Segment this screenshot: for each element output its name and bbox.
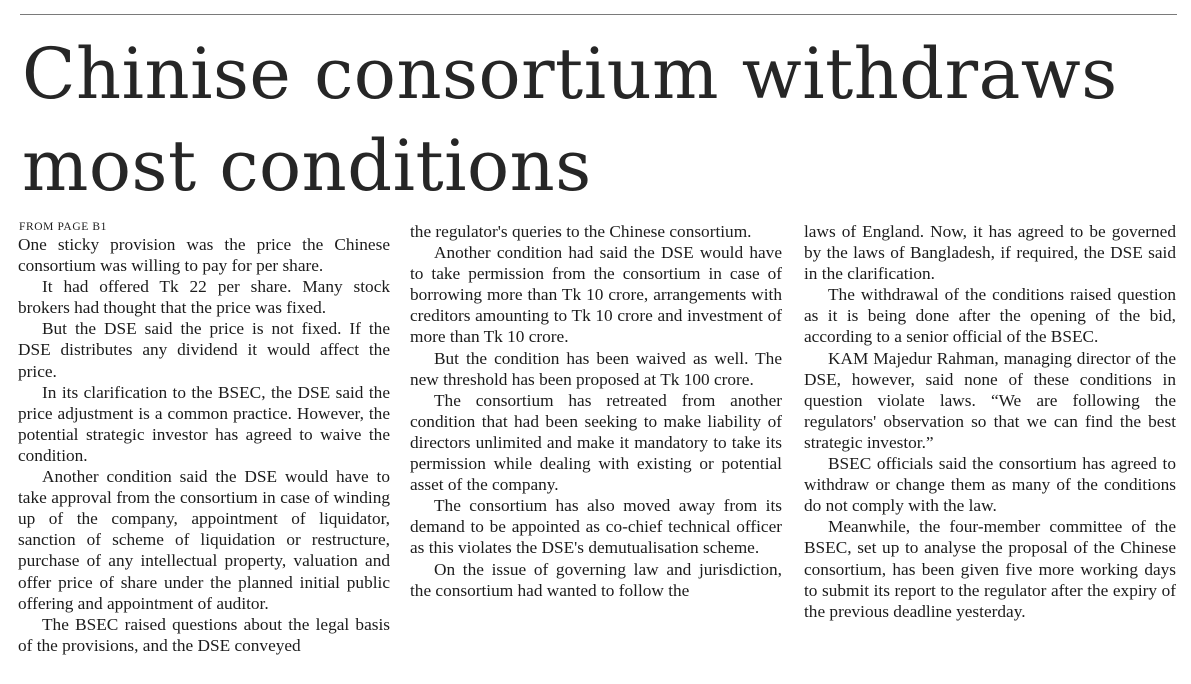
paragraph: Meanwhile, the four-member committee of the BSEC, set up to analyse the proposal of the Chinese consortium, has been given five more working days to submit its report to the regulator after the expiry of the previous deadline yesterday.	[804, 517, 1176, 621]
paragraph: The consortium has retreated from another condition that had been seeking to make liability of directors unlimited and make it mandatory to take its permission while dealing with existing or potential asset of the company.	[410, 390, 782, 495]
top-rule	[20, 14, 1177, 15]
paragraph: In its clarification to the BSEC, the DSE said the price adjustment is a common practice. However, the potential strategic investor has agreed to waive the condition.	[18, 382, 390, 465]
paragraph: Another condition had said the DSE would have to take permission from the consortium in case of borrowing more than Tk 10 crore, arrangements with creditors amounting to Tk 10 crore and investment of more than Tk 10 crore.	[410, 243, 782, 347]
paragraph: On the issue of governing law and jurisdiction, the consortium had wanted to follow the	[410, 559, 782, 600]
paragraph: The withdrawal of the conditions raised question as it is being done after the opening of the bid, according to a senior official of the BSEC.	[804, 285, 1176, 347]
paragraph: BSEC officials said the consortium has agreed to withdraw or change them as many of the conditions do not comply with the law.	[804, 454, 1176, 516]
paragraph: The BSEC raised questions about the legal basis of the provisions, and the DSE conveyed	[18, 614, 390, 655]
column-3	[804, 221, 1176, 681]
article-body	[18, 221, 1178, 681]
paragraph: the regulator's queries to the Chinese consortium.	[410, 222, 752, 241]
column-1	[18, 221, 390, 681]
column-2	[410, 221, 782, 681]
paragraph: It had offered Tk 22 per share. Many stock brokers had thought that the price was fixed.	[18, 277, 390, 318]
paragraph: But the condition has been waived as well. The new threshold has been proposed at Tk 100 crore.	[410, 348, 782, 389]
kicker: FROM PAGE B1	[19, 221, 107, 233]
paragraph: Another condition said the DSE would have to take approval from the consortium in case of winding up of the company, appointment of liquidator, sanction of scheme of liquidation or restructure, purchase of any intellectual property, valuation and offer price of share under the planned initial public offering and appointment of auditor.	[18, 467, 390, 613]
paragraph: One sticky provision was the price the Chinese consortium was willing to pay for per share.	[18, 235, 390, 276]
paragraph: KAM Majedur Rahman, managing director of the DSE, however, said none of these conditions in question violate laws. “We are following the regulators' observation so that we can find the best strategic investor.”	[804, 348, 1176, 452]
headline: Chinise consortium withdraws most conditions	[22, 33, 1118, 207]
paragraph: The consortium has also moved away from its demand to be appointed as co-chief technical officer as this violates the DSE's demutualisation scheme.	[410, 496, 782, 558]
paragraph: laws of England. Now, it has agreed to be governed by the laws of Bangladesh, if required, the DSE said in the clarification.	[804, 222, 1176, 284]
paragraph: But the DSE said the price is not fixed. If the DSE distributes any dividend it would affect the price.	[18, 319, 390, 381]
